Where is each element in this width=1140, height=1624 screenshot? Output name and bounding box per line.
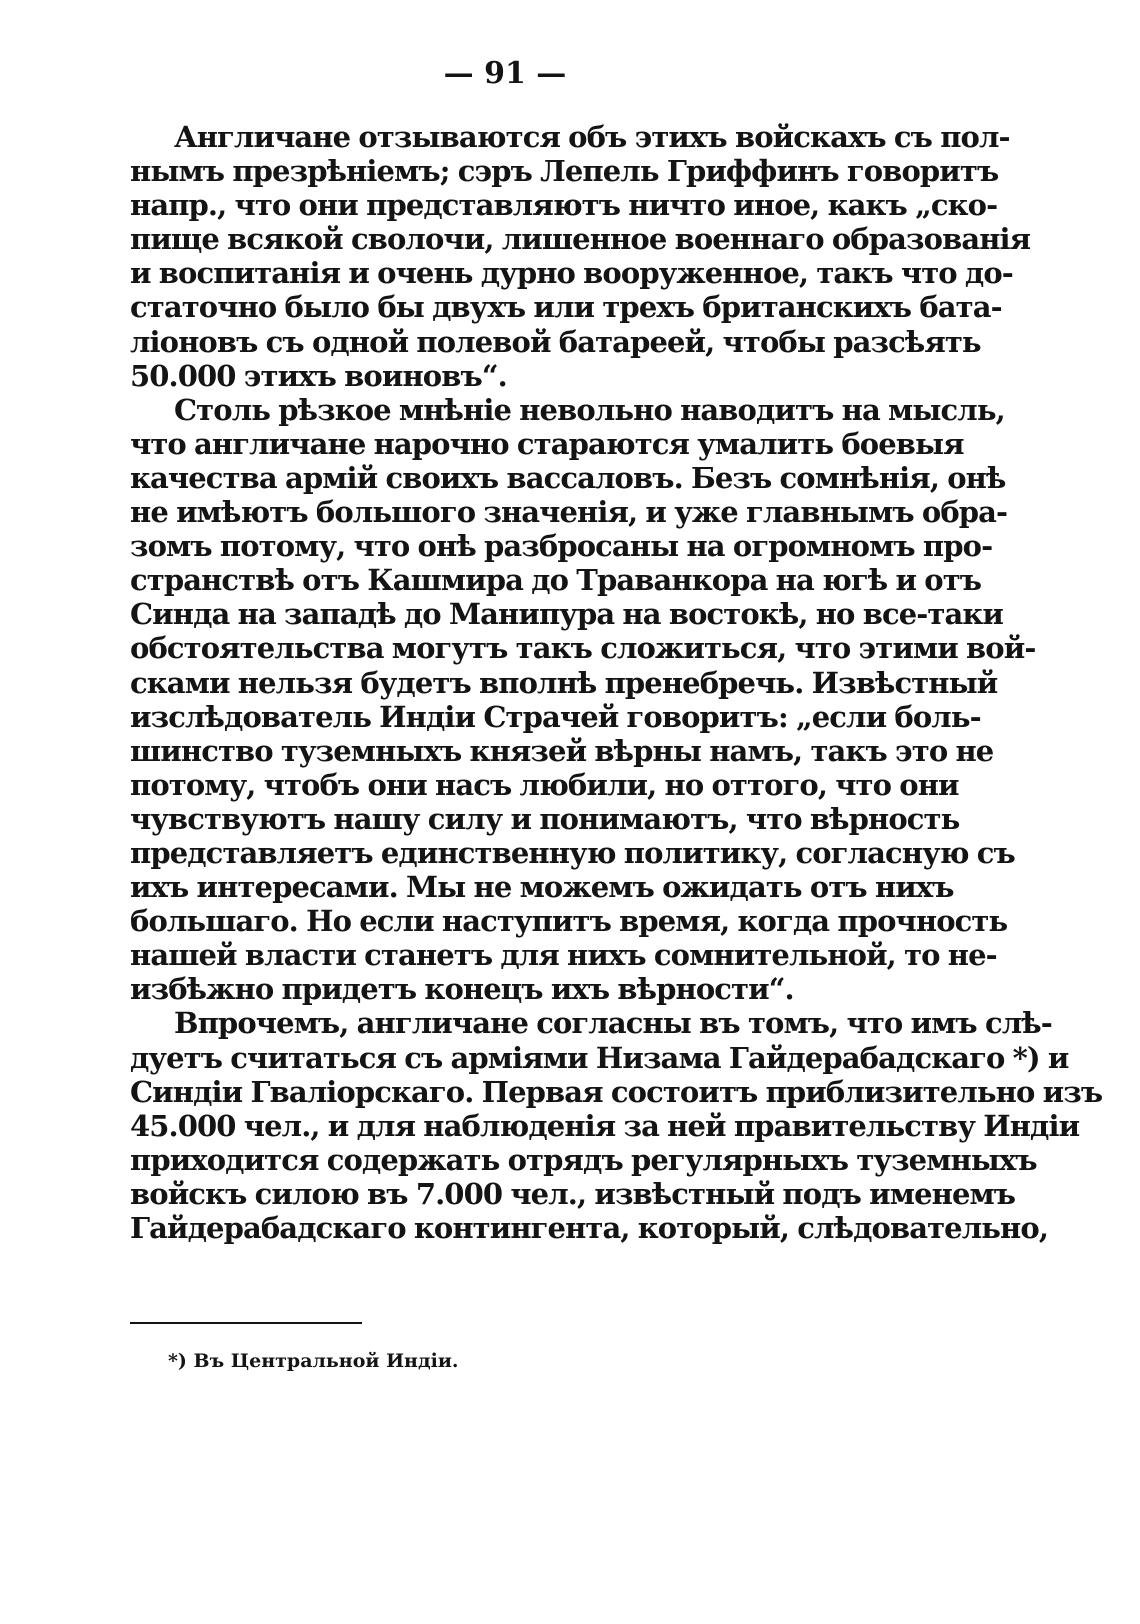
text-line: статочно было бы двухъ или трехъ британскихъ бата-	[130, 290, 1002, 325]
text-line: 50.000 этихъ воиновъ“.	[130, 358, 507, 393]
footnote: *) Въ Центральной Индіи.	[168, 1350, 459, 1372]
text-line: Гайдерабадскаго контингента, который, слѣдовательно,	[130, 1211, 1049, 1245]
text-line: нымъ презрѣніемъ; сэръ Лепель Гриффинъ говоритъ	[130, 154, 999, 189]
text-line: дуетъ считаться съ арміями Низама Гайдерабадскаго *) и	[130, 1040, 1069, 1075]
text-line: Синдіи Гваліорскаго. Первая состоитъ приблизительно изъ	[130, 1074, 1103, 1109]
text-line: странствѣ отъ Кашмира до Траванкора на югѣ и отъ	[130, 563, 982, 598]
text-line: войскъ силою въ 7.000 чел., извѣстный подъ именемъ	[130, 1176, 1016, 1211]
text-line: обстоятельства могутъ такъ сложиться, что этими вой-	[130, 631, 1036, 666]
text-line: и воспитанія и очень дурно вооруженное, такъ что до-	[130, 256, 1013, 291]
text-line: ліоновъ съ одной полевой батареей, чтобы разсѣять	[130, 324, 981, 359]
text-line: Впрочемъ, англичане согласны въ томъ, что имъ слѣ-	[174, 1006, 1052, 1041]
text-line: 45.000 чел., и для наблюденія за ней правительству Индіи	[130, 1108, 1080, 1143]
text-line: Столь рѣзкое мнѣніе невольно наводитъ на мысль,	[174, 392, 1005, 427]
text-line: приходится содержать отрядъ регулярныхъ туземныхъ	[130, 1142, 1037, 1177]
text-line: зомъ потому, что онѣ разбросаны на огромномъ про-	[130, 529, 993, 564]
text-line: избѣжно придетъ конецъ ихъ вѣрности“.	[130, 972, 794, 1007]
text-line: не имѣютъ большого значенія, и уже главнымъ обра-	[130, 495, 1008, 530]
footnote-rule	[130, 1322, 362, 1324]
text-line: чувствуютъ нашу силу и понимаютъ, что вѣрность	[130, 801, 960, 836]
text-line: что англичане нарочно стараются умалить боевыя	[130, 426, 964, 461]
text-line: напр., что они представляютъ ничто иное, какъ „ско-	[130, 188, 998, 223]
text-line: сками нельзя будетъ вполнѣ пренебречь. Извѣстный	[130, 665, 998, 700]
text-line: Синда на западѣ до Манипура на востокѣ, но все-таки	[130, 597, 1003, 632]
text-line: ихъ интересами. Мы не можемъ ожидать отъ нихъ	[130, 870, 954, 905]
text-line: шинство туземныхъ князей вѣрны намъ, такъ это не	[130, 733, 994, 768]
text-line: большаго. Но если наступитъ время, когда прочность	[130, 904, 1008, 939]
text-line: качества армій своихъ вассаловъ. Безъ сомнѣнія, онѣ	[130, 460, 1006, 495]
text-line: изслѣдователь Индіи Страчей говоритъ: „если боль-	[130, 699, 981, 734]
text-line: потому, чтобъ они насъ любили, но оттого, что они	[130, 767, 959, 802]
text-line: представляетъ единственную политику, согласную съ	[130, 835, 1015, 870]
text-line: нашей власти станетъ для нихъ сомнительной, то не-	[130, 938, 997, 973]
text-line: Англичане отзываются объ этихъ войскахъ съ пол-	[174, 120, 1010, 154]
page-number: — 91 —	[443, 56, 567, 91]
body-text	[130, 120, 1103, 1245]
text-line: пище всякой сволочи, лишенное военнаго образованія	[130, 222, 1031, 257]
